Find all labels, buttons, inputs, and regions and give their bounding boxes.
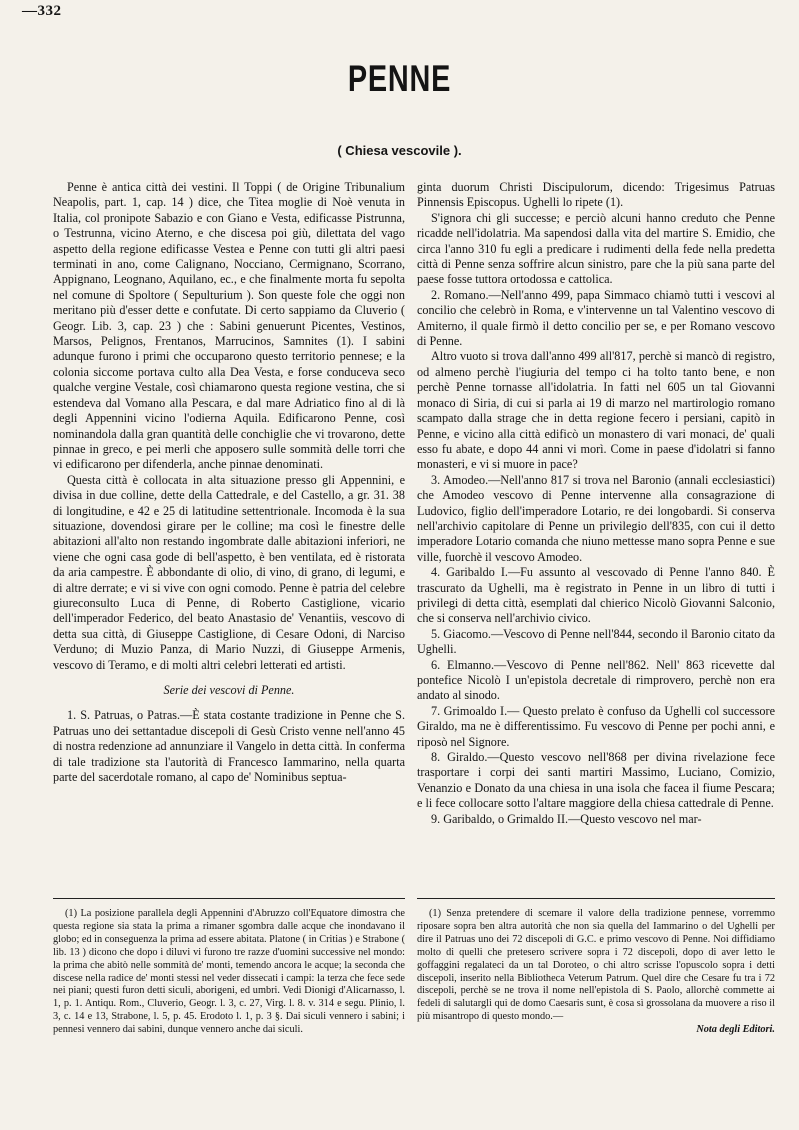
paragraph: 8. Giraldo.—Questo vescovo nell'868 per divina rivelazione fece trasportare i corpi dei santi martiri Massimo, Luciano, Comizio, Venanzio e Donato da una chiesa in una isola che facea il fiume Pescara; e li fece collocare sotto l'altare maggiore della chiesa cattedrale di Penne. (417, 750, 775, 811)
paragraph: 1. S. Patruas, o Patras.—È stata costante tradizione in Penne che S. Patruas uno dei settantadue discepoli di Gesù Cristo venne nell'anno 45 di nostra redenzione ad annunziare il Vangelo in detta città. In conferma di tale tradizione sta l'autorità di Francesco Iammarino, nella quarta parte del sacerdotale romano, al capo de' Nominibus septua- (53, 708, 405, 785)
paragraph: Penne è antica città dei vestini. Il Toppi ( de Origine Tribunalium Neapolis, part. 1, cap. 14 ) dice, che Titea moglie di Noè venuta in Italia, col pronipote Sabazio e con Giano e Vesta, edificasse Pistrunna, o Testrunna, vicino Aterno, e che discesa poi giù, dilettata del vago aspetto della regione edificasse Vestea e Penne con tutti gli altri paesi terminati in ano, come Calignano, Nocciano, Cermignano, Scorrano, Appignano, Leognano, Aquilano, ec., e che finalmente morta fu sepolta nel comune di Spoltore ( Sepulturium ). Son queste fole che oggi non meritano più d'esser dette e confutate. Di certo sappiamo da Cluverio ( Geogr. Lib. 3, cap. 23 ) che : Sabini genuerunt Picentes, Vestinos, Marsos, Pelignos, Frentanos, Marrucinos, Samnites (1). I sabini adunque furono i primi che occuparono questo territorio pennese; e la colonia siccome portava culto alla Dea Vesta, e forse conduceva seco qualche vergine Vestale, così chiamarono questa regione vestina, che si estendeva dal Vomano alla Pescara, e dal mare Adriatico fino al di là degli Appennini vicino l'odierna Aquila. Edificarono Penne, così nominandola dalla gran quantità delle conchiglie che vi trovarono, dette pinnae in greco, e pei merli che apposero sulle sommità delle torri che vi edificarono per difenderla, anche pinnae denominati. (53, 180, 405, 472)
paragraph: 9. Garibaldo, o Grimaldo II.—Questo vescovo nel mar- (431, 811, 702, 826)
footnote-right (417, 908, 775, 1037)
footnote-divider (417, 898, 775, 899)
paragraph: 2. Romano.—Nell'anno 499, papa Simmaco chiamò tutti i vescovi al concilio che celebrò in Roma, e v'intervenne un tal Valentino vescovo di Amiterno, il quale firmò il detto concilio per se, e per Romano vescovo di Penne. (417, 287, 775, 349)
footnote-left (53, 908, 405, 1037)
paragraph: 3. Amodeo.—Nell'anno 817 si trova nel Baronio (annali ecclesiastici) che Amodeo vescovo di Penne intervenne alla consagrazione di Ludovico, figlio dell'imperadore Lotario, re dei longobardi. Si conserva nell'archivio capitolare di Penne un privilegio dell'835, con cui il detto imperadore Lotario comanda che niuno mettesse mano sopra Penne e sue ville, fuorchè il vescovo Amodeo. (417, 472, 775, 564)
paragraph: ginta duorum Christi Discipulorum, dicendo: Trigesimus Patruas Pinnensis Episcopus. Ughelli lo ripete (1). (417, 180, 775, 210)
page-number: —332 (22, 3, 62, 19)
footnote-divider (53, 898, 405, 899)
paragraph: S'ignora chi gli successe; e perciò alcuni hanno creduto che Penne ricadde nell'idolatria. Ma sapendosi dalla vita del martire S. Emidio, che circa l'anno 310 fu egli a predicare i rudimenti della fede nella predetta città di Penne senza soffrire alcun sinistro, pare che la più sana parte del paese fosse tuttora ortodossa e cattolica. (417, 210, 775, 287)
paragraph: 6. Elmanno.—Vescovo di Penne nell'862. Nell' 863 ricevette dal pontefice Nicolò I un'epistola decretale di rimprovero, perchè non era andato al sinodo. (417, 657, 775, 703)
page-title: PENNE (347, 58, 452, 99)
footnote-text: (1) La posizione parallela degli Appennini d'Abruzzo coll'Equatore dimostra che questa regione sia stata la prima a rimaner sgombra dalle acque che inondavano il globo; ed in conseguenza la prima ad essere abitata. Platone ( in Critias ) e Strabone ( lib. 13 ) dicono che dopo i diluvi vi furono tre razze d'uomini successive nel mondo: la prima che abitò nelle sommità de' monti, temendo ancora le acque; la seconda che discese nella radice de' monti stessi nel veder dissecati i campi: la terza che fece sede nei piani; questi furon detti siculi, aborigeni, ed umbri. Vedi Dionigi d'Alicarnasso, l. 1, p. 1. Antiqu. Rom., Cluverio, Geogr. l. 3, c. 27, Virg. l. 8. v. 314 e segu. Plinio, l. 3, c. 14 e 13, Strabone, l. 5, p. 45. Erodoto l. 1, p. 3 §. Dai siculi vennero i sabini; i pennesi vennero dai sabini, dunque vennero anche dai siculi. (53, 908, 405, 1036)
left-column (53, 180, 405, 785)
page-subtitle: ( Chiesa vescovile ). (337, 143, 462, 158)
paragraph: Questa città è collocata in alta situazione presso gli Appennini, e divisa in due colline, dette della Cattedrale, e del Castello, a gr. 31. 38 di longitudine, e 42 e 25 di latitudine settentrionale. Incomoda è la sua situazione, dovendosi girare per le colline; ma così le finestre delle abitazioni all'alto non restando ingombrate dalle abitazioni inferiori, ne viene che ogni casa gode di bell'aspetto, è ben ventilata, ed è ristorata da aria campestre. È abbondante di olio, di vino, di grano, di legumi, e di altre derrate; e vi si vive con ogni comodo. Penne è patria del celebre giureconsulto Luca di Penne, di Roberto Castiglione, vicario dell'imperador Federico, del beato Anastasio de' Venantiis, vescovo di detta sua città, di Giuseppe Castiglione, di Cesare Odoni, di Narciso Verduno; di Muzio Panza, di Mario Nuzzi, di Giuseppe Armenis, vescovo di Teramo, e di molti altri celebri letterati ed artisti. (53, 472, 405, 672)
footnote-text: (1) Senza pretendere di scemare il valore della tradizione pennese, vorremmo riposare sopra ben altra autorità che non sia quella del Iammarino o del Ughelli per dire il Patruas uno dei 72 discepoli di G.C. e primo vescovo di Penne. Noi diffidiamo molto di quelli che pretesero scrivere sopra i 72 discepoli, dopo di aver letto le goffaggini regalateci da un tal Doroteo, o chi altro scrisse l'opuscolo sopra i detti discepoli, inserito nella Bibliotheca Veterum Patrum. Quel dire che Cesare fu tra i 72 discepoli, perchè se ne trova il nome nell'epistola di S. Paolo, allorchè commette ai fedeli di salutargli qui de domo Caesaris sunt, è cosa sì grossolana da muovere a riso il più misantropo di questo mondo.— (417, 908, 775, 1023)
paragraph: 4. Garibaldo I.—Fu assunto al vescovado di Penne l'anno 840. È trascurato da Ughelli, ma è registrato in Penne in un libro di tutti i privilegi di detta città, esemplati dal chierico Nicolò Giovanni Salconio, che si conserva nell'archivio civico. (417, 565, 775, 626)
footnote-signature: Nota degli Editori. (696, 1024, 775, 1036)
paragraph: 7. Grimoaldo I.— Questo prelato è confuso da Ughelli col successore Giraldo, ma ne è differentissimo. Fu vescovo di Penne per pochi anni, e riposò nel Signore. (417, 703, 775, 749)
right-column (417, 180, 775, 827)
paragraph: Altro vuoto si trova dall'anno 499 all'817, perchè si mancò di registro, od almeno perchè l'iugiuria del tempo ci ha tolto tanto bene, e non perchè Penne tornasse all'idolatria. In fatti nel 605 un tal Giovanni monaco di Siria, di cui si parla ai 19 di marzo nel martirologio romano scampato dalla strage che in detta regione fecero i persiani, capitò in Penne, e vicino alla città edificò un monastero di vari monaci, de' quali esso fu abate, e dopo 44 anni vi morì. Come in paese d'idolatri si fanno monasteri, e vi si muore in pace? (417, 349, 775, 472)
paragraph: 5. Giacomo.—Vescovo di Penne nell'844, secondo il Baronio citato da Ughelli. (417, 626, 775, 657)
series-heading: Serie dei vescovi di Penne. (163, 683, 295, 697)
